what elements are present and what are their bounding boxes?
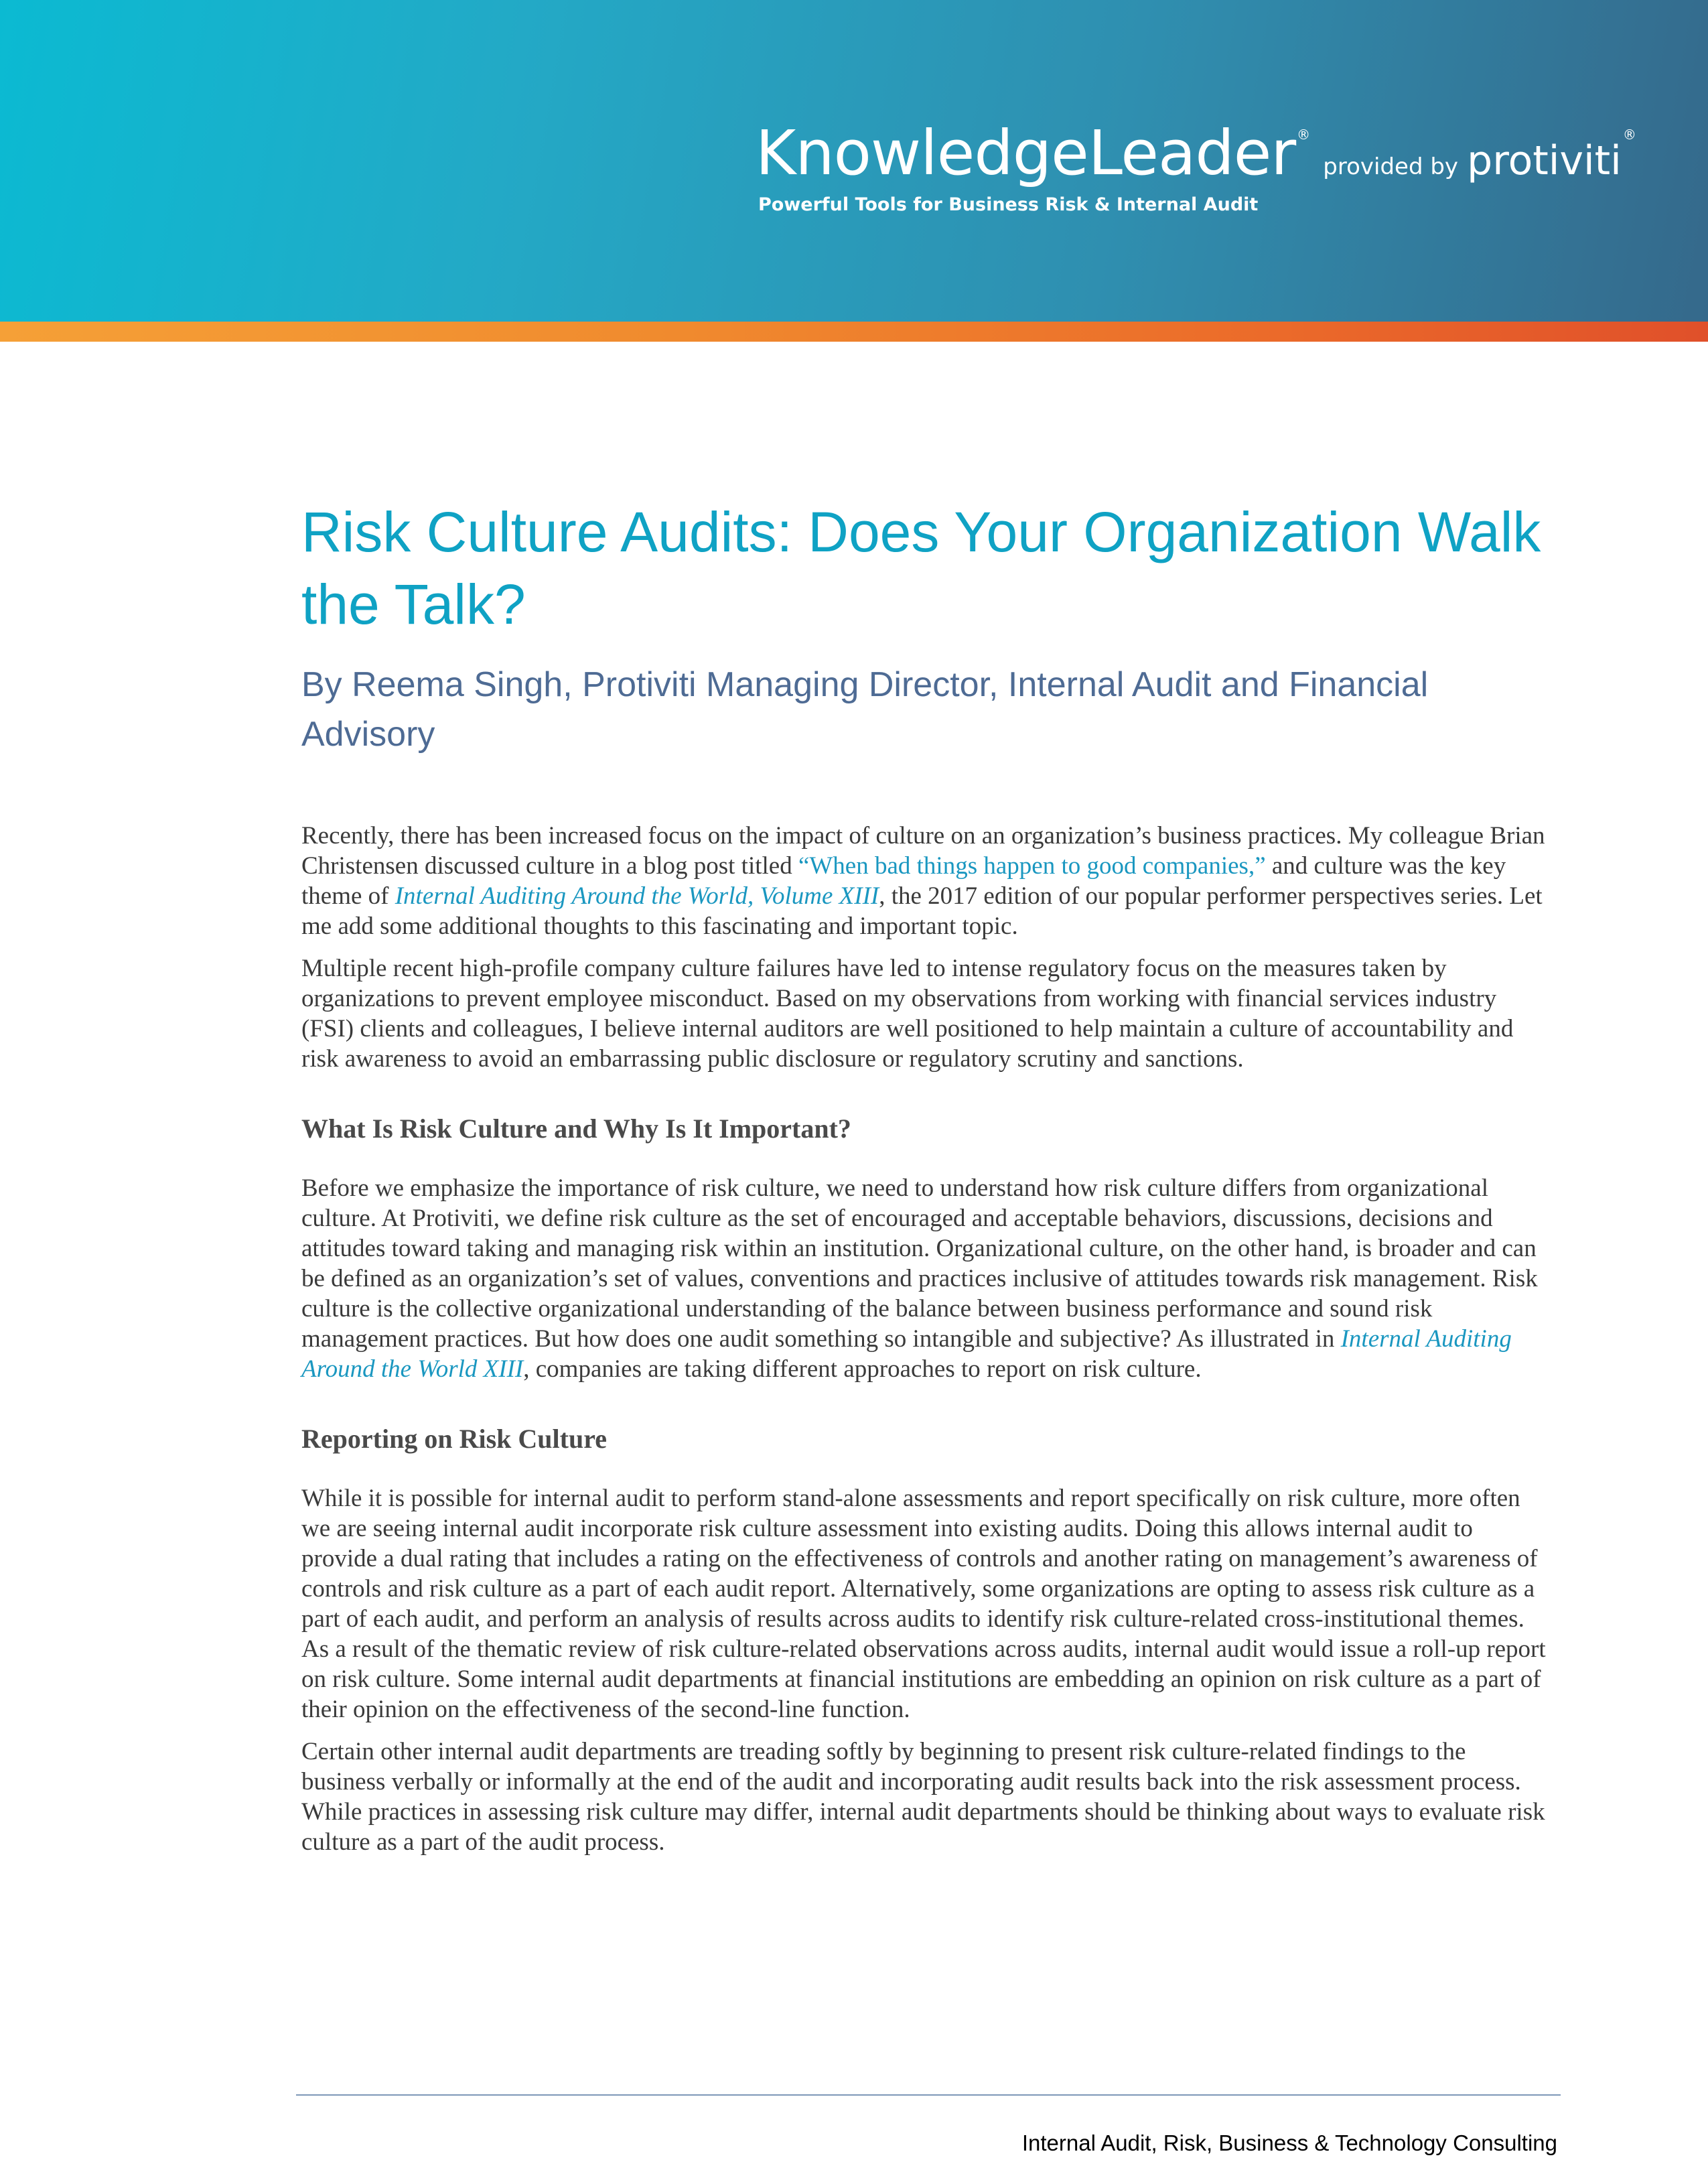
company-registered-mark: ® bbox=[1622, 127, 1636, 143]
header-accent-stripe bbox=[0, 322, 1708, 342]
paragraph-reporting: While it is possible for internal audit to perform stand-alone assessments and report specifically on risk culture, more often we are seeing internal audit incorporate risk culture assessment into existing audits. Doing this allows internal audit to provide a dual rating that includes a rating on the effectiveness of controls and another rating on management’s awareness of controls and risk culture as a part of each audit report. Alternatively, some organizations are opting to assess risk culture as a part of each audit, and perform an analysis of results across audits to identify risk culture-related cross-institutional themes. As a result of the thematic review of risk culture-related observations across audits, internal audit would issue a roll-up report on risk culture. Some internal audit departments at financial institutions are embedding an opinion on risk culture as a part of their opinion on the effectiveness of the second-line function. bbox=[301, 1485, 1546, 1723]
paragraph-text: , companies are taking different approaches to report on risk culture. bbox=[523, 1355, 1202, 1383]
paragraph-findings: Certain other internal audit departments are treading softly by beginning to present risk culture-related findings to the business verbally or informally at the end of the audit and incorporating audit results back into the risk assessment process. While practices in assessing risk culture may differ, internal audit departments should be thinking about ways to evaluate risk culture as a part of the audit process. bbox=[301, 1738, 1545, 1856]
header-banner bbox=[0, 0, 1708, 322]
brand-logo[interactable] bbox=[756, 117, 1636, 189]
paragraph-misconduct: Multiple recent high-profile company culture failures have led to intense regulatory focus on the measures taken by organizations to prevent employee misconduct. Based on my observations from working with financial services industry (FSI) clients and colleagues, I believe internal auditors are well positioned to help maintain a culture of accountability and risk awareness to avoid an embarrassing public disclosure or regulatory scrutiny and sanctions. bbox=[301, 955, 1514, 1073]
company-name: protiviti bbox=[1467, 137, 1622, 184]
paragraph-definition bbox=[301, 1173, 1547, 1384]
publication-link[interactable]: Internal Auditing Around the World XIII bbox=[301, 1325, 1512, 1383]
provided-by-text: provided by bbox=[1323, 153, 1459, 180]
blog-post-link[interactable]: “When bad things happen to good companies,” bbox=[798, 852, 1266, 880]
brand-name: KnowledgeLeader bbox=[756, 117, 1296, 189]
article-body bbox=[301, 821, 1547, 1869]
footer-divider bbox=[296, 2094, 1561, 2096]
registered-mark: ® bbox=[1297, 127, 1311, 143]
brand-tagline: Powerful Tools for Business Risk & Internal Audit bbox=[758, 194, 1259, 215]
paragraph-text: Before we emphasize the importance of risk culture, we need to understand how risk culture differs from organizational culture. At Protiviti, we define risk culture as the set of encouraged and acceptable behaviors, discussions, decisions and attitudes toward taking and managing risk within an institution. Organizational culture, on the other hand, is broader and can be defined as an organization’s set of values, conventions and practices inclusive of attitudes towards risk management. Risk culture is the collective organizational understanding of the balance between business performance and sound risk management practices. But how does one audit something so intangible and subjective? As illustrated in bbox=[301, 1174, 1538, 1353]
paragraph-text: and culture was the key theme of bbox=[301, 852, 1506, 910]
section-heading-reporting: Reporting on Risk Culture bbox=[301, 1424, 607, 1454]
article-title: Risk Culture Audits: Does Your Organization Walk the Talk? bbox=[301, 500, 1541, 636]
paragraph-intro bbox=[301, 821, 1547, 941]
section-heading-risk-culture: What Is Risk Culture and Why Is It Important? bbox=[301, 1113, 851, 1144]
footer-tagline: Internal Audit, Risk, Business & Technology Consulting bbox=[1021, 2130, 1557, 2155]
paragraph-text: Recently, there has been increased focus on the impact of culture on an organization’s business practices. My colleague Brian Christensen discussed culture in a blog post titled bbox=[301, 822, 1545, 880]
article-byline: By Reema Singh, Protiviti Managing Director, Internal Audit and Financial Advisory bbox=[301, 665, 1429, 754]
paragraph-text: , the 2017 edition of our popular performer perspectives series. Let me add some additional thoughts to this fascinating and important topic. bbox=[301, 882, 1543, 940]
publication-link[interactable]: Internal Auditing Around the World, Volume XIII bbox=[395, 882, 879, 910]
